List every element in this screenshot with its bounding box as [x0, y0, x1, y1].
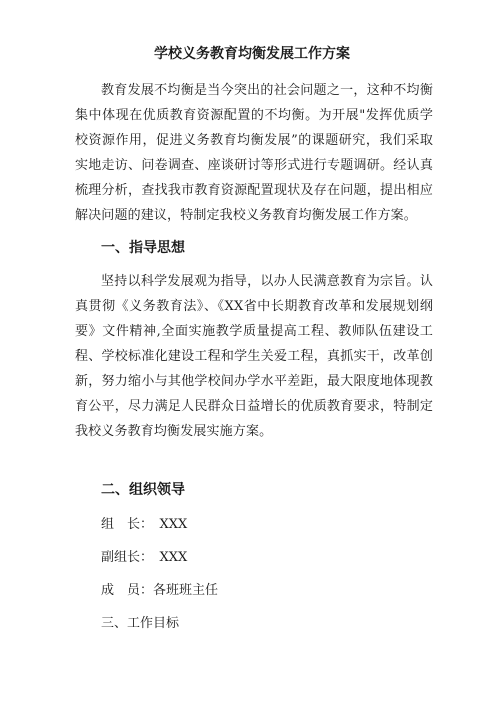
deputy-leader-line: 副组长： XXX [101, 550, 188, 565]
section-heading-organization: 二、组织领导 [101, 482, 185, 498]
section-heading-guiding-ideology: 一、指导思想 [101, 240, 185, 256]
group-leader-line: 组 长： XXX [101, 517, 188, 532]
section-heading-work-goals: 三、工作目标 [101, 616, 180, 631]
members-line: 成 员：各班班主任 [101, 583, 219, 598]
document-title: 学校义务教育均衡发展工作方案 [154, 46, 350, 62]
guiding-ideology-paragraph: 坚持以科学发展观为指导，以办人民满意教育为宗旨。认真贯彻《义务教育法》、《XX省中长期教育改革和发展规划纲要》文件精神,全面实施教学质量提高工程、教师队伍建设工程、学校标准化建设工程和学生关爱工程，真抓实干，改革创新，努力缩小与其他学校间办学水平差距，最大限度地体现教育公平，尽力满足人民群众日益增长的优质教育要求，特制定我校义务教育均衡发展实施方案。 [75, 274, 433, 439]
intro-paragraph: 教育发展不均衡是当今突出的社会问题之一，这种不均衡集中体现在优质教育资源配置的不均衡。为开展"发挥优质学校资源作用，促进义务教育均衡发展”的课题研究，我们采取实地走访、问卷调查、座谈研讨等形式进行专题调研。经认真梳理分析，查找我市教育资源配置现状及存在问题，提出相应解决问题的建议，特制定我校义务教育均衡发展工作方案。 [75, 83, 433, 223]
